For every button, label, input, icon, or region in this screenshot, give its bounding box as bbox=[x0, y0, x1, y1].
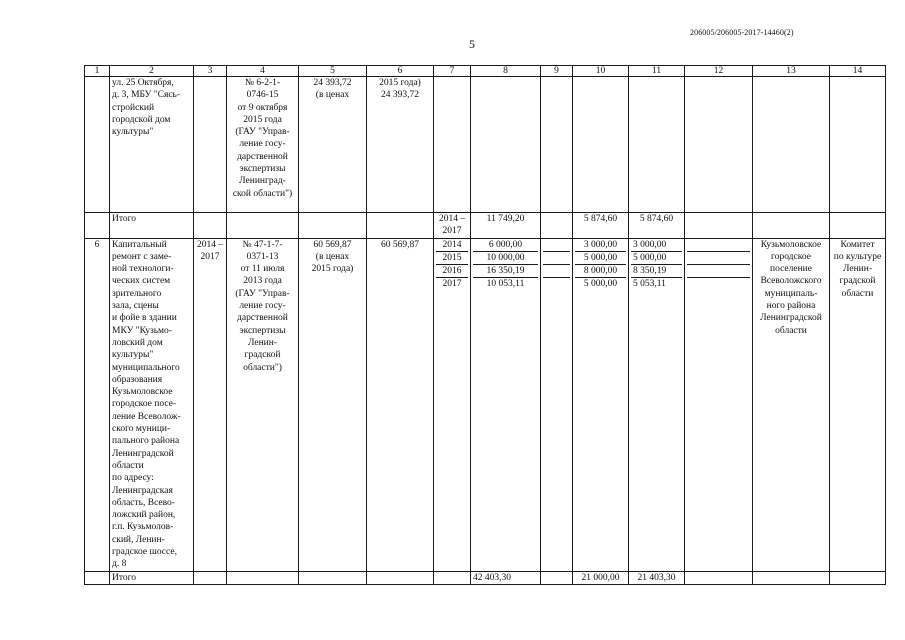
col11-value: 3 000,00 bbox=[631, 239, 682, 252]
column-header: 1 bbox=[85, 66, 110, 77]
subtotal-row bbox=[85, 213, 886, 239]
object-name-cell: ул. 25 Октября, д. 3, МБУ "Сясь- стройский городской дом культуры" bbox=[110, 77, 194, 213]
total-row bbox=[85, 571, 886, 584]
col10-value: 5 000,00 bbox=[575, 252, 626, 265]
col11-list bbox=[629, 238, 685, 571]
yearly-sum: 10 000,00 bbox=[473, 252, 538, 265]
total-sum-cell: 42 403,30 bbox=[471, 571, 541, 584]
col10-value: 5 000,00 bbox=[583, 279, 618, 290]
col10-value: 8 000,00 bbox=[575, 265, 626, 278]
document-id: 206005/206005-2017-14460(2) bbox=[690, 28, 794, 37]
yearly-sum: 16 350,19 bbox=[473, 265, 538, 278]
total-col11-cell: 5 874,60 bbox=[629, 213, 685, 239]
period-cell: 2014 – 2017 bbox=[434, 213, 471, 239]
total-col10-cell: 5 874,60 bbox=[573, 213, 629, 239]
total-col10-cell: 21 000,00 bbox=[573, 571, 629, 584]
recipient-cell: Кузьмоловское городское поселение Всеволожского муниципаль- ного района Ленинградской области bbox=[753, 238, 830, 571]
col10-value: 3 000,00 bbox=[575, 239, 626, 252]
yearly-sum-list bbox=[471, 238, 541, 571]
object-name-cell: Капитальный ремонт с заме- ной технологи- ческих систем зрительного зала, сцены и фойе в здании МКУ "Кузьмо- ловский дом культуры" муниципального образования Кузьмоловское городское посе- ление Всеволож- ского муници- пального района Ленинградской области по адресу: Ленинградская область, Всево- ложский район, г.п. Кузьмолов- ский, Ленин- градское шоссе, д. 8 bbox=[110, 238, 194, 571]
column-header: 2 bbox=[110, 66, 194, 77]
total-label: Итого bbox=[110, 213, 194, 239]
customer-cell: Комитет по культуре Ленин- градской области bbox=[830, 238, 886, 571]
year-value: 2017 bbox=[442, 279, 462, 290]
page-number: 5 bbox=[469, 37, 475, 51]
column-header: 4 bbox=[227, 66, 299, 77]
column-header: 5 bbox=[299, 66, 367, 77]
year-value: 2016 bbox=[436, 265, 468, 278]
col11-value: 5 000,00 bbox=[631, 252, 682, 265]
column-header: 6 bbox=[367, 66, 434, 77]
estimated-cost-cell: 24 393,72 (в ценах bbox=[299, 77, 367, 213]
object-register-table bbox=[84, 65, 886, 585]
yearly-sum: 6 000,00 bbox=[473, 239, 538, 252]
column-header: 12 bbox=[685, 66, 753, 77]
table-row-continued-object bbox=[85, 77, 886, 213]
column-header: 10 bbox=[573, 66, 629, 77]
cost-cell: 60 569,87 bbox=[367, 238, 434, 571]
year-value: 2015 bbox=[436, 252, 468, 265]
col11-value: 5 053,11 bbox=[633, 279, 666, 290]
table-row-object-6 bbox=[85, 238, 886, 571]
column-header: 9 bbox=[541, 66, 573, 77]
expertise-cell: № 47-1-7- 0371-13 от 11 июля 2013 года (ГАУ "Управ- ление госу- дарственной экспертизы Ленин- градской области") bbox=[227, 238, 299, 571]
column-header: 7 bbox=[434, 66, 471, 77]
col10-list bbox=[573, 238, 629, 571]
column-header: 13 bbox=[753, 66, 830, 77]
estimated-cost-cell: 60 569,87 (в ценах 2015 года) bbox=[299, 238, 367, 571]
yearly-sum: 10 053,11 bbox=[486, 279, 525, 290]
total-col11-cell: 21 403,30 bbox=[629, 571, 685, 584]
period-cell: 2014 – 2017 bbox=[194, 238, 227, 571]
column-header: 3 bbox=[194, 66, 227, 77]
column-header: 8 bbox=[471, 66, 541, 77]
year-value: 2014 bbox=[436, 239, 468, 252]
col11-value: 8 350,19 bbox=[631, 265, 682, 278]
column-header: 11 bbox=[629, 66, 685, 77]
total-sum-cell: 11 749,20 bbox=[471, 213, 541, 239]
column-number-row bbox=[85, 66, 886, 77]
year-list bbox=[434, 238, 471, 571]
column-header: 14 bbox=[830, 66, 886, 77]
total-label: Итого bbox=[110, 571, 194, 584]
row-number: 6 bbox=[85, 238, 110, 571]
cost-cell: 2015 года) 24 393,72 bbox=[367, 77, 434, 213]
expertise-cell: № 6-2-1- 0746-15 от 9 октября 2015 года (ГАУ "Управ- ление госу- дарственной экспертизы Ленинград- ской области") bbox=[227, 77, 299, 213]
